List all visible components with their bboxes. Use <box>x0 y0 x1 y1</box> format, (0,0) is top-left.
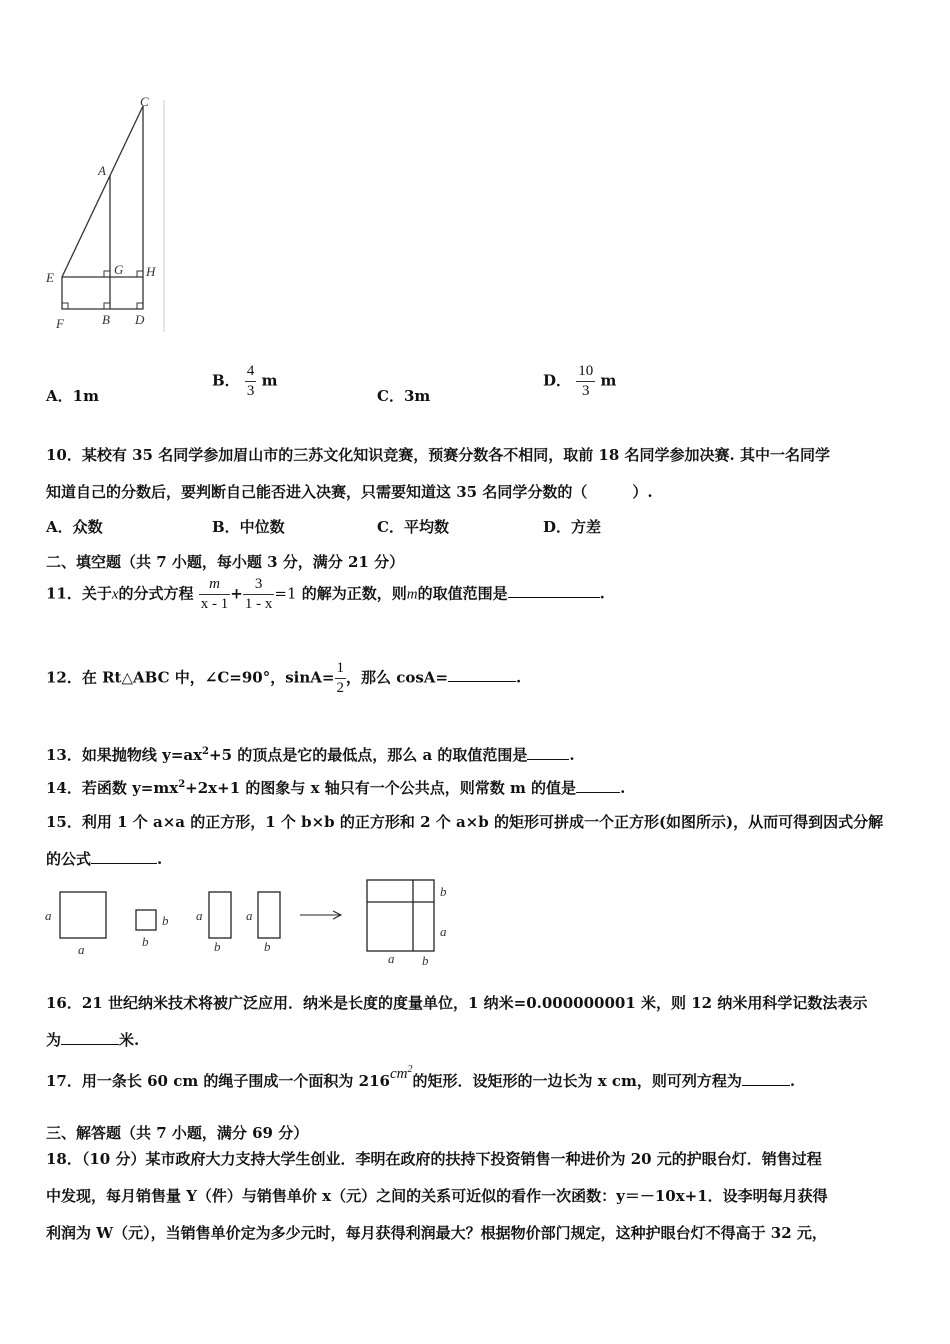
label-c: C <box>140 94 149 109</box>
label-h: H <box>146 264 156 279</box>
question-9-figure <box>40 92 170 337</box>
q10-option-c: C．平均数 <box>377 518 449 536</box>
svg-text:b: b <box>214 939 221 954</box>
svg-text:b: b <box>440 884 447 899</box>
q18-line-3: 利润为 W（元），当销售单价定为多少元时，每月获得利润最大？根据物价部门规定，这种护眼台灯不得高于 32 元， <box>46 1224 827 1242</box>
svg-text:a: a <box>388 951 395 966</box>
q15-line-1: 15．利用 1 个 a×a 的正方形，1 个 b×b 的正方形和 2 个 a×b 的矩形可拼成一个正方形(如图所示)，从而可得到因式分解 <box>46 813 884 831</box>
square-a <box>60 892 106 938</box>
q15-answer-blank[interactable] <box>91 863 157 864</box>
fraction-4-3: $\frac{4}{3}$ <box>246 363 255 399</box>
svg-text:a: a <box>440 924 447 939</box>
fraction-m-over-x-minus-1: $\frac{m}{x - 1}$ <box>200 576 229 612</box>
section-3-heading: 三、解答题（共 7 小题，满分 69 分） <box>46 1124 309 1142</box>
svg-text:a: a <box>246 908 253 923</box>
q12-answer-blank[interactable] <box>448 681 516 682</box>
rect-ab-2 <box>258 892 280 938</box>
label-e: E <box>46 270 54 285</box>
q13: 13．如果抛物线 $y=ax^2+5$ 的顶点是它的最低点，那么 a 的取值范围是 . <box>46 746 575 764</box>
q9-option-a: A．1m <box>46 387 99 405</box>
q10-option-d: D．方差 <box>543 518 602 536</box>
section-2-heading: 二、填空题（共 7 小题，每小题 3 分，满分 21 分） <box>46 553 405 571</box>
label-f: F <box>56 316 64 331</box>
rect-ab-1 <box>209 892 231 938</box>
label-g: G <box>114 262 124 277</box>
q16-line-2: 为 米. <box>46 1031 140 1049</box>
q14: 14．若函数 $y=mx^2+2x+1$ 的图象与 x 轴只有一个公共点，则常数 m 的值是 . <box>46 779 626 797</box>
q13-answer-blank[interactable] <box>527 759 569 760</box>
svg-text:b: b <box>142 934 149 949</box>
svg-text:a: a <box>78 942 85 957</box>
square-b <box>136 910 156 930</box>
q18-line-1: 18．（10 分）某市政府大力支持大学生创业．李明在政府的扶持下投资销售一种进价为 20 元的护眼台灯．销售过程 <box>46 1150 822 1168</box>
q10-option-a: A．众数 <box>46 518 103 536</box>
svg-text:a: a <box>45 908 52 923</box>
q17: 17．用一条长 60 cm 的绳子围成一个面积为 $216cm^2$的矩形．设矩形的一边长为 x cm，则可列方程为 . <box>46 1064 796 1090</box>
q9-option-c: C．3m <box>377 387 431 405</box>
q15-line-2: 的公式 . <box>46 850 163 868</box>
svg-text:b: b <box>162 913 169 928</box>
q10-line-2: 知道自己的分数后，要判断自己能否进入决赛，只需要知道这 35 名同学分数的（ ）. <box>46 483 653 501</box>
q16-line-1: 16．21 世纪纳米技术将被广泛应用．纳米是长度的度量单位，1 纳米=0.000000001 米，则 12 纳米用科学记数法表示 <box>46 994 868 1012</box>
q9-option-d: D． $\frac{10}{3}$ m <box>543 363 617 399</box>
q12: 12．在 Rt△ABC 中，∠C=90°，sinA= $\frac{1}{2}$ ，那么 cosA= . <box>46 660 522 696</box>
svg-text:a: a <box>196 908 203 923</box>
label-a: A <box>98 163 106 178</box>
line-ec <box>62 106 143 277</box>
fraction-1-2: $\frac{1}{2}$ <box>336 660 344 696</box>
q17-answer-blank[interactable] <box>742 1085 790 1086</box>
label-d: D <box>135 312 145 327</box>
svg-text:b: b <box>264 939 271 954</box>
q10-option-b: B．中位数 <box>212 518 285 536</box>
svg-text:b: b <box>422 953 429 968</box>
q11: 11．关于x的分式方程 $\frac{m}{x - 1}$ + $\frac{3}{1 - x}$ =1 的解为正数，则m的取值范围是 . <box>46 576 605 612</box>
q16-answer-blank[interactable] <box>61 1044 119 1045</box>
q18-line-2: 中发现，每月销售量 Y（件）与销售单价 x（元）之间的关系可近似的看作一次函数：y＝－10x+1．设李明每月获得 <box>46 1187 828 1205</box>
q14-answer-blank[interactable] <box>576 792 620 793</box>
q11-answer-blank[interactable] <box>508 597 600 598</box>
q9-option-b: B． $\frac{4}{3}$ m <box>212 363 278 399</box>
combined-square <box>367 880 434 951</box>
fraction-10-3: $\frac{10}{3}$ <box>578 363 594 399</box>
q10-line-1: 10．某校有 35 名同学参加眉山市的三苏文化知识竞赛，预赛分数各不相同，取前 18 名同学参加决赛. 其中一名同学 <box>46 446 830 464</box>
label-b: B <box>102 312 110 327</box>
fraction-3-over-1-minus-x: $\frac{3}{1 - x}$ <box>244 576 273 612</box>
question-15-figure <box>40 872 460 972</box>
